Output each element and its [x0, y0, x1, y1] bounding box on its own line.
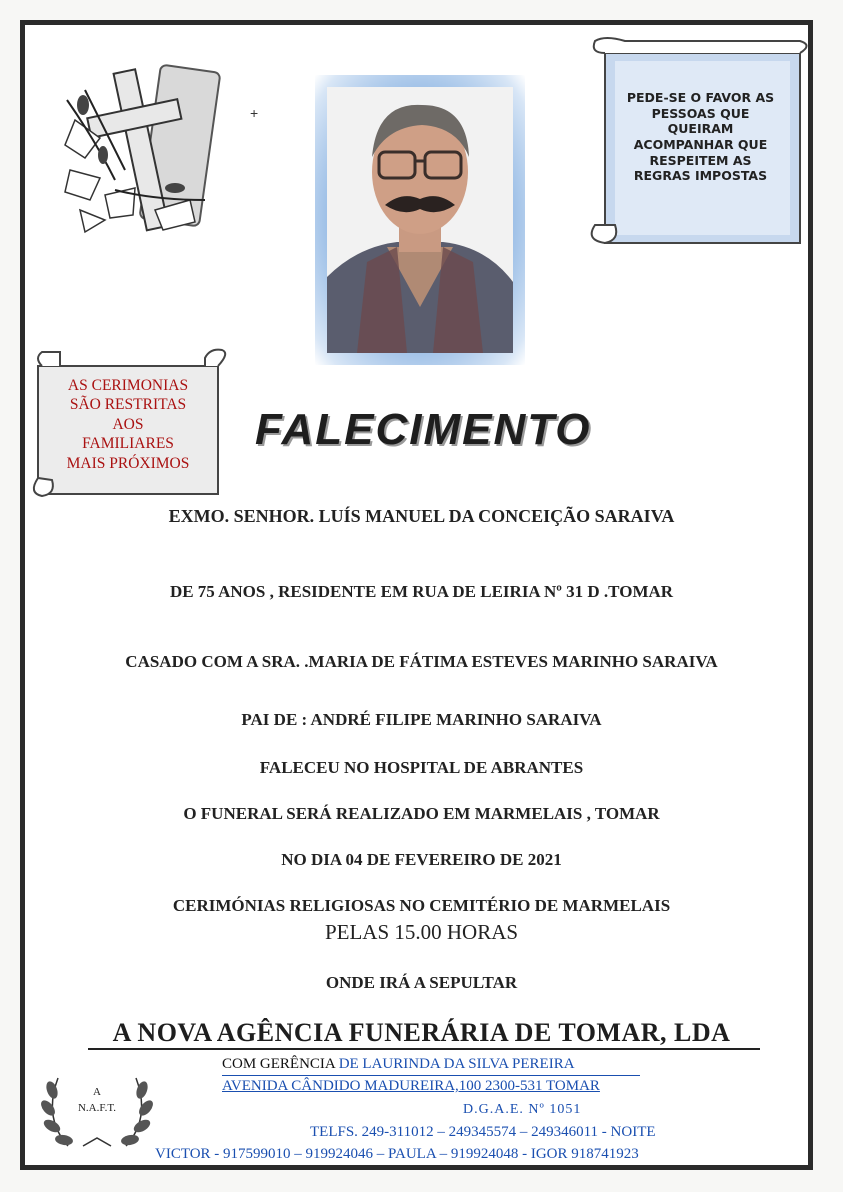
burial-line: ONDE IRÁ A SEPULTAR — [325, 973, 518, 992]
agency-underline — [88, 1048, 760, 1050]
deceased-portrait — [327, 87, 513, 353]
notice-line: ACOMPANHAR QUE — [633, 136, 768, 152]
notice-line: PEDE-SE O FAVOR AS — [626, 90, 775, 105]
child-line: PAI DE : ANDRÉ FILIPE MARINHO SARAIVA — [241, 710, 602, 729]
age-residence: DE 75 ANOS , RESIDENTE EM RUA DE LEIRIA Nº 31 D .TOMAR — [169, 582, 674, 601]
agency-dgae: D.G.A.E. Nº 1051 — [463, 1102, 582, 1117]
funeral-place: O FUNERAL SERÁ REALIZADO EM MARMELAIS , TOMAR — [183, 804, 660, 823]
management-underline — [222, 1075, 640, 1076]
notice-line: AS CERIMONIAS — [67, 377, 189, 394]
deceased-name: EXMO. SENHOR. LUÍS MANUEL DA CONCEIÇÃO SARAIVA — [168, 506, 675, 526]
notice-line: REGRAS IMPOSTAS — [633, 168, 768, 184]
notice-line: RESPEITEM AS — [649, 152, 752, 168]
agency-phones: TELFS. 249-311012 – 249345574 – 249346011 - NOITE — [310, 1124, 656, 1140]
agency-address: AVENIDA CÂNDIDO MADUREIRA,100 2300-531 TOMAR — [222, 1078, 600, 1094]
place-of-death: FALECEU NO HOSPITAL DE ABRANTES — [259, 758, 584, 777]
management-line — [222, 1056, 575, 1073]
notice-line: QUEIRAM — [667, 121, 734, 137]
ceremony-line: CERIMÓNIAS RELIGIOSAS NO CEMITÉRIO DE MARMELAIS — [172, 896, 671, 915]
management-prefix: COM GERÊNCIA — [222, 1056, 335, 1072]
logo-letter: A — [93, 1086, 101, 1098]
page-title: FALECIMENTO — [255, 405, 592, 454]
portrait-frame — [315, 75, 525, 365]
notice-line: FAMILIARES — [82, 435, 174, 453]
cross-lilies-icon — [55, 60, 225, 235]
logo-initials: N.A.F.T. — [77, 1102, 117, 1114]
agency-name: A NOVA AGÊNCIA FUNERÁRIA DE TOMAR, LDA — [112, 1018, 731, 1047]
notice-line: AOS — [112, 415, 144, 433]
agency-contacts: VICTOR - 917599010 – 919924046 – PAULA – 919924048 - IGOR 918741923 — [155, 1146, 639, 1162]
notice-text-left — [48, 376, 208, 473]
notice-line: MAIS PRÓXIMOS — [66, 454, 190, 472]
notice-line: SÃO RESTRITAS — [69, 396, 187, 414]
plus-mark: + — [250, 105, 259, 121]
spouse-line: CASADO COM A SRA. .MARIA DE FÁTIMA ESTEVES MARINHO SARAIVA — [125, 652, 718, 671]
notice-scroll-left — [30, 348, 235, 498]
notice-scroll-right — [585, 35, 810, 250]
funeral-date: NO DIA 04 DE FEVEREIRO DE 2021 — [281, 850, 562, 869]
management-name: DE LAURINDA DA SILVA PEREIRA — [334, 1056, 575, 1072]
ceremony-time: PELAS 15.00 HORAS — [324, 920, 519, 944]
notice-text-right — [623, 90, 778, 184]
notice-line: PESSOAS QUE — [651, 105, 750, 121]
agency-logo — [38, 1058, 156, 1156]
